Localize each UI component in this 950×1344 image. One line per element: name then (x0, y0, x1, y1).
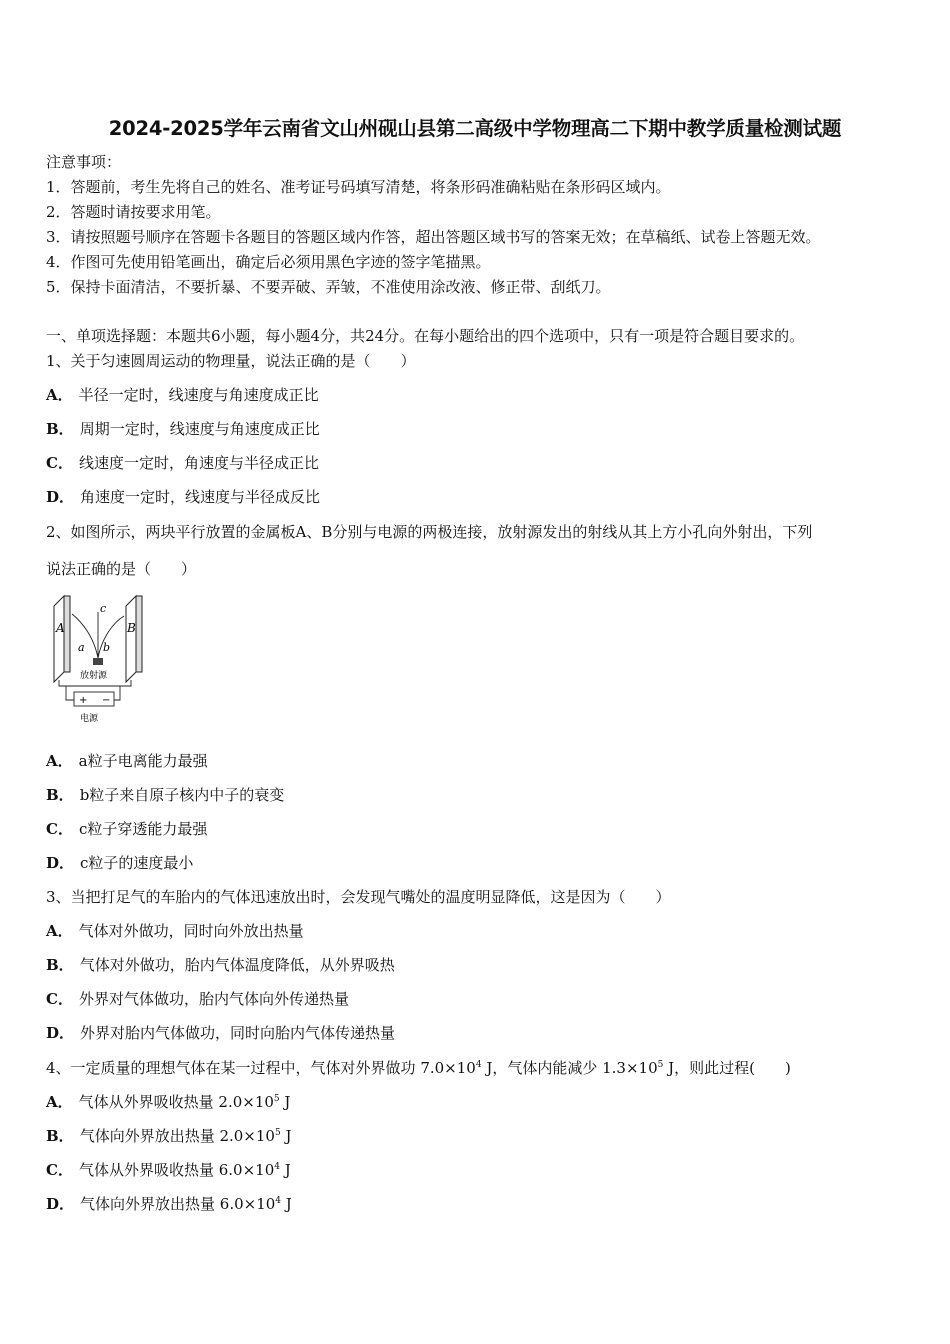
option-text: 周期一定时，线速度与角速度成正比 (79, 420, 320, 438)
q3-option-c (46, 989, 349, 1009)
option-text: 气体向外界放出热量 6.0×10 (80, 1195, 276, 1213)
option-text: 角速度一定时，线速度与半径成反比 (80, 488, 321, 506)
q2-option-c (46, 819, 207, 839)
option-text: 半径一定时，线速度与角速度成正比 (78, 386, 319, 404)
stem-part: J，气体内能减少 1.3×10 (481, 1059, 658, 1077)
notice-item: 2．答题时请按要求用笔。 (46, 203, 221, 221)
option-text: 气体对外做功，同时向外放出热量 (78, 922, 304, 940)
option-text: c粒子的速度最小 (80, 854, 194, 872)
unit: J (281, 1195, 292, 1213)
q1-option-c (46, 453, 319, 473)
option-letter: A． (46, 386, 73, 404)
unit: J (279, 1093, 291, 1111)
q2-option-b (46, 785, 284, 805)
option-letter: A． (46, 922, 73, 940)
option-letter: B． (46, 956, 74, 974)
option-text: 气体对外做功，胎内气体温度降低，从外界吸热 (79, 956, 395, 974)
question-4-stem (46, 1058, 791, 1078)
power-label: 电源 (80, 714, 99, 724)
option-text: c粒子穿透能力最强 (78, 820, 208, 838)
exponent: 5 (273, 1094, 280, 1104)
option-text: a粒子电离能力最强 (78, 752, 208, 770)
q4-option-a (46, 1092, 290, 1112)
ray-b-path (98, 616, 124, 658)
option-text: 气体从外界吸收热量 2.0×10 (78, 1093, 274, 1111)
option-letter: A． (46, 1093, 73, 1111)
option-letter: C． (46, 820, 73, 838)
exponent: 4 (274, 1162, 280, 1172)
option-letter: D． (46, 1024, 75, 1042)
q1-option-b (46, 419, 320, 439)
section-heading: 一、单项选择题：本题共6小题，每小题4分，共24分。在每小题给出的四个选项中，只有一项是符合题目要求的。 (46, 327, 805, 345)
q3-option-b (46, 955, 395, 975)
minus-sign: − (102, 695, 111, 706)
option-letter: C． (46, 454, 73, 472)
option-letter: B． (46, 1127, 74, 1145)
notice-item: 5．保持卡面清洁，不要折暴、不要弄破、弄皱，不准使用涂改液、修正带、刮纸刀。 (46, 278, 611, 296)
q3-option-d (46, 1023, 395, 1043)
plate-b-label: B (127, 621, 136, 635)
option-text: 外界对气体做功，胎内气体向外传递热量 (78, 990, 349, 1008)
plate-b (126, 596, 136, 682)
notice-item: 3．请按照题号顺序在答题卡各题目的答题区域内作答，超出答题区域书写的答案无效；在草稿纸、试卷上答题无效。 (46, 228, 821, 246)
source-label: 放射源 (80, 671, 108, 681)
radiation-field-diagram (46, 592, 156, 727)
exponent: 4 (275, 1196, 282, 1206)
option-letter: D． (46, 1195, 75, 1213)
ray-a-path (72, 614, 98, 658)
unit: J (279, 1161, 291, 1179)
option-text: 外界对胎内气体做功，同时向胎内气体传递热量 (80, 1024, 396, 1042)
option-text: 气体向外界放出热量 2.0×10 (79, 1127, 275, 1145)
plate-a-side (64, 596, 70, 672)
plate-b-side (136, 596, 142, 672)
stem-part: 4、一定质量的理想气体在某一过程中，气体对外界做功 7.0×10 (46, 1059, 476, 1077)
q2-option-d (46, 853, 193, 873)
plus-sign: + (79, 695, 88, 706)
question-3-stem: 3、当把打足气的车胎内的气体迅速放出时，会发现气嘴处的温度明显降低，这是因为（ ） (46, 888, 671, 906)
option-text: b粒子来自原子核内中子的衰变 (79, 786, 285, 804)
q3-option-a (46, 921, 304, 941)
q1-option-a (46, 385, 319, 405)
exponent: 5 (274, 1128, 281, 1138)
q2-option-a (46, 751, 208, 771)
option-letter: B． (46, 786, 74, 804)
option-letter: C． (46, 1161, 73, 1179)
radiation-source (93, 658, 103, 665)
option-text: 气体从外界吸收热量 6.0×10 (78, 1161, 275, 1179)
exponent: 5 (657, 1060, 664, 1070)
ray-a-label: a (78, 641, 85, 654)
stem-part: J，则此过程( ) (663, 1059, 791, 1077)
plate-a-label: A (56, 621, 65, 635)
option-letter: B． (46, 420, 74, 438)
notice-item: 1．答题前，考生先将自己的姓名、准考证号码填写清楚，将条形码准确粘贴在条形码区域内。 (46, 178, 671, 196)
option-letter: C． (46, 990, 73, 1008)
option-letter: D． (46, 854, 75, 872)
option-letter: A． (46, 752, 73, 770)
q4-option-c (46, 1160, 291, 1180)
notice-heading: 注意事项： (46, 153, 122, 171)
q1-option-d (46, 487, 320, 507)
q4-option-b (46, 1126, 291, 1146)
exponent: 4 (475, 1060, 482, 1070)
q4-option-d (46, 1194, 292, 1214)
question-1-stem: 1、关于匀速圆周运动的物理量，说法正确的是（ ） (46, 352, 416, 370)
question-2-stem-cont: 说法正确的是（ ） (46, 560, 197, 578)
unit: J (280, 1127, 292, 1145)
plate-a (54, 596, 64, 682)
question-2-stem: 2、如图所示，两块平行放置的金属板A、B分别与电源的两极连接，放射源发出的射线从其上方小孔向外射出，下列 (46, 523, 813, 541)
page-title: 2024-2025学年云南省文山州砚山县第二高级中学物理高二下期中教学质量检测试题 (108, 117, 842, 140)
ray-c-label: c (100, 602, 107, 615)
notice-item: 4．作图可先使用铅笔画出，确定后必须用黑色字迹的签字笔描黑。 (46, 253, 491, 271)
option-letter: D． (46, 488, 75, 506)
ray-b-label: b (103, 641, 111, 654)
option-text: 线速度一定时，角速度与半径成正比 (78, 454, 319, 472)
